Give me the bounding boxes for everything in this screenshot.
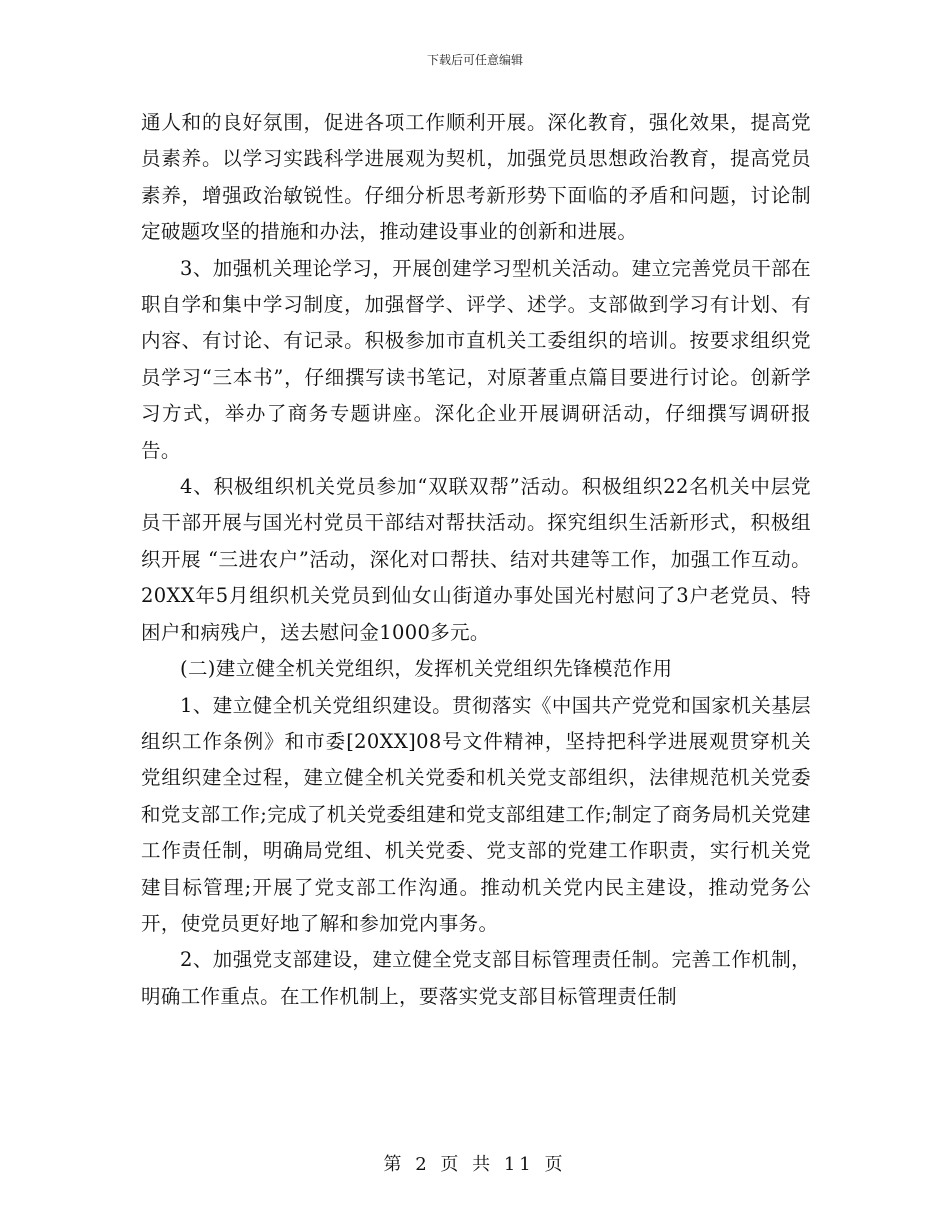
paragraph-section2-item-1: 1、建立健全机关党组织建设。贯彻落实《中国共产党党和国家机关基层组织工作条例》和市委[20XX]08号文件精神，坚持把科学进展观贯穿机关党组织建全过程，建立健全机关党委和机关党支部组织，法律规范机关党委和党支部工作;完成了机关党委组建和党支部组建工作;制定了商务局机关党建工作责任制，明确局党组、机关党委、党支部的党建工作职责，实行机关党建目标管理;开展了党支部工作沟通。推动机关党内民主建设，推动党务公开，使党员更好地了解和参加党内事务。 <box>141 693 811 935</box>
paragraph-continuation: 通人和的良好氛围，促进各项工作顺利开展。深化教育，强化效果，提高党员素养。以学习实践科学进展观为契机，加强党员思想政治教育，提高党员素养，增强政治敏锐性。仔细分析思考新形势下面临的矛盾和问题，讨论制定破题攻坚的措施和办法，推动建设事业的创新和进展。 <box>141 111 811 244</box>
paragraph-section2-item-2: 2、加强党支部建设，建立健全党支部目标管理责任制。完善工作机制，明确工作重点。在工作机制上，要落实党支部目标管理责任制 <box>141 948 811 1008</box>
page-header: 下载后可任意编辑 <box>426 53 523 67</box>
section-heading: (二)建立健全机关党组织，发挥机关党组织先锋模范作用 <box>180 657 673 681</box>
paragraph-item-3: 3、加强机关理论学习，开展创建学习型机关活动。建立完善党员干部在职自学和集中学习制度，加强督学、评学、述学。支部做到学习有计划、有内容、有讨论、有记录。积极参加市直机关工委组织的培训。按要求组织党员学习“三本书”，仔细撰写读书笔记，对原著重点篇目要进行讨论。创新学习方式，举办了商务专题讲座。深化企业开展调研活动，仔细撰写调研报告。 <box>141 256 811 462</box>
paragraph-item-4: 4、积极组织机关党员参加“双联双帮”活动。积极组织22名机关中层党员干部开展与国光村党员干部结对帮扶活动。探究组织生活新形式，积极组织开展 “三进农户”活动，深化对口帮扶、结对共建等工作，加强工作互动。20XX年5月组织机关党员到仙女山街道办事处国光村慰问了3户老党员、特困户和病残户，送去慰问金1000多元。 <box>141 475 811 644</box>
document-body <box>141 105 811 1015</box>
page-number-footer: 第 2 页 共 11 页 <box>383 1154 567 1175</box>
